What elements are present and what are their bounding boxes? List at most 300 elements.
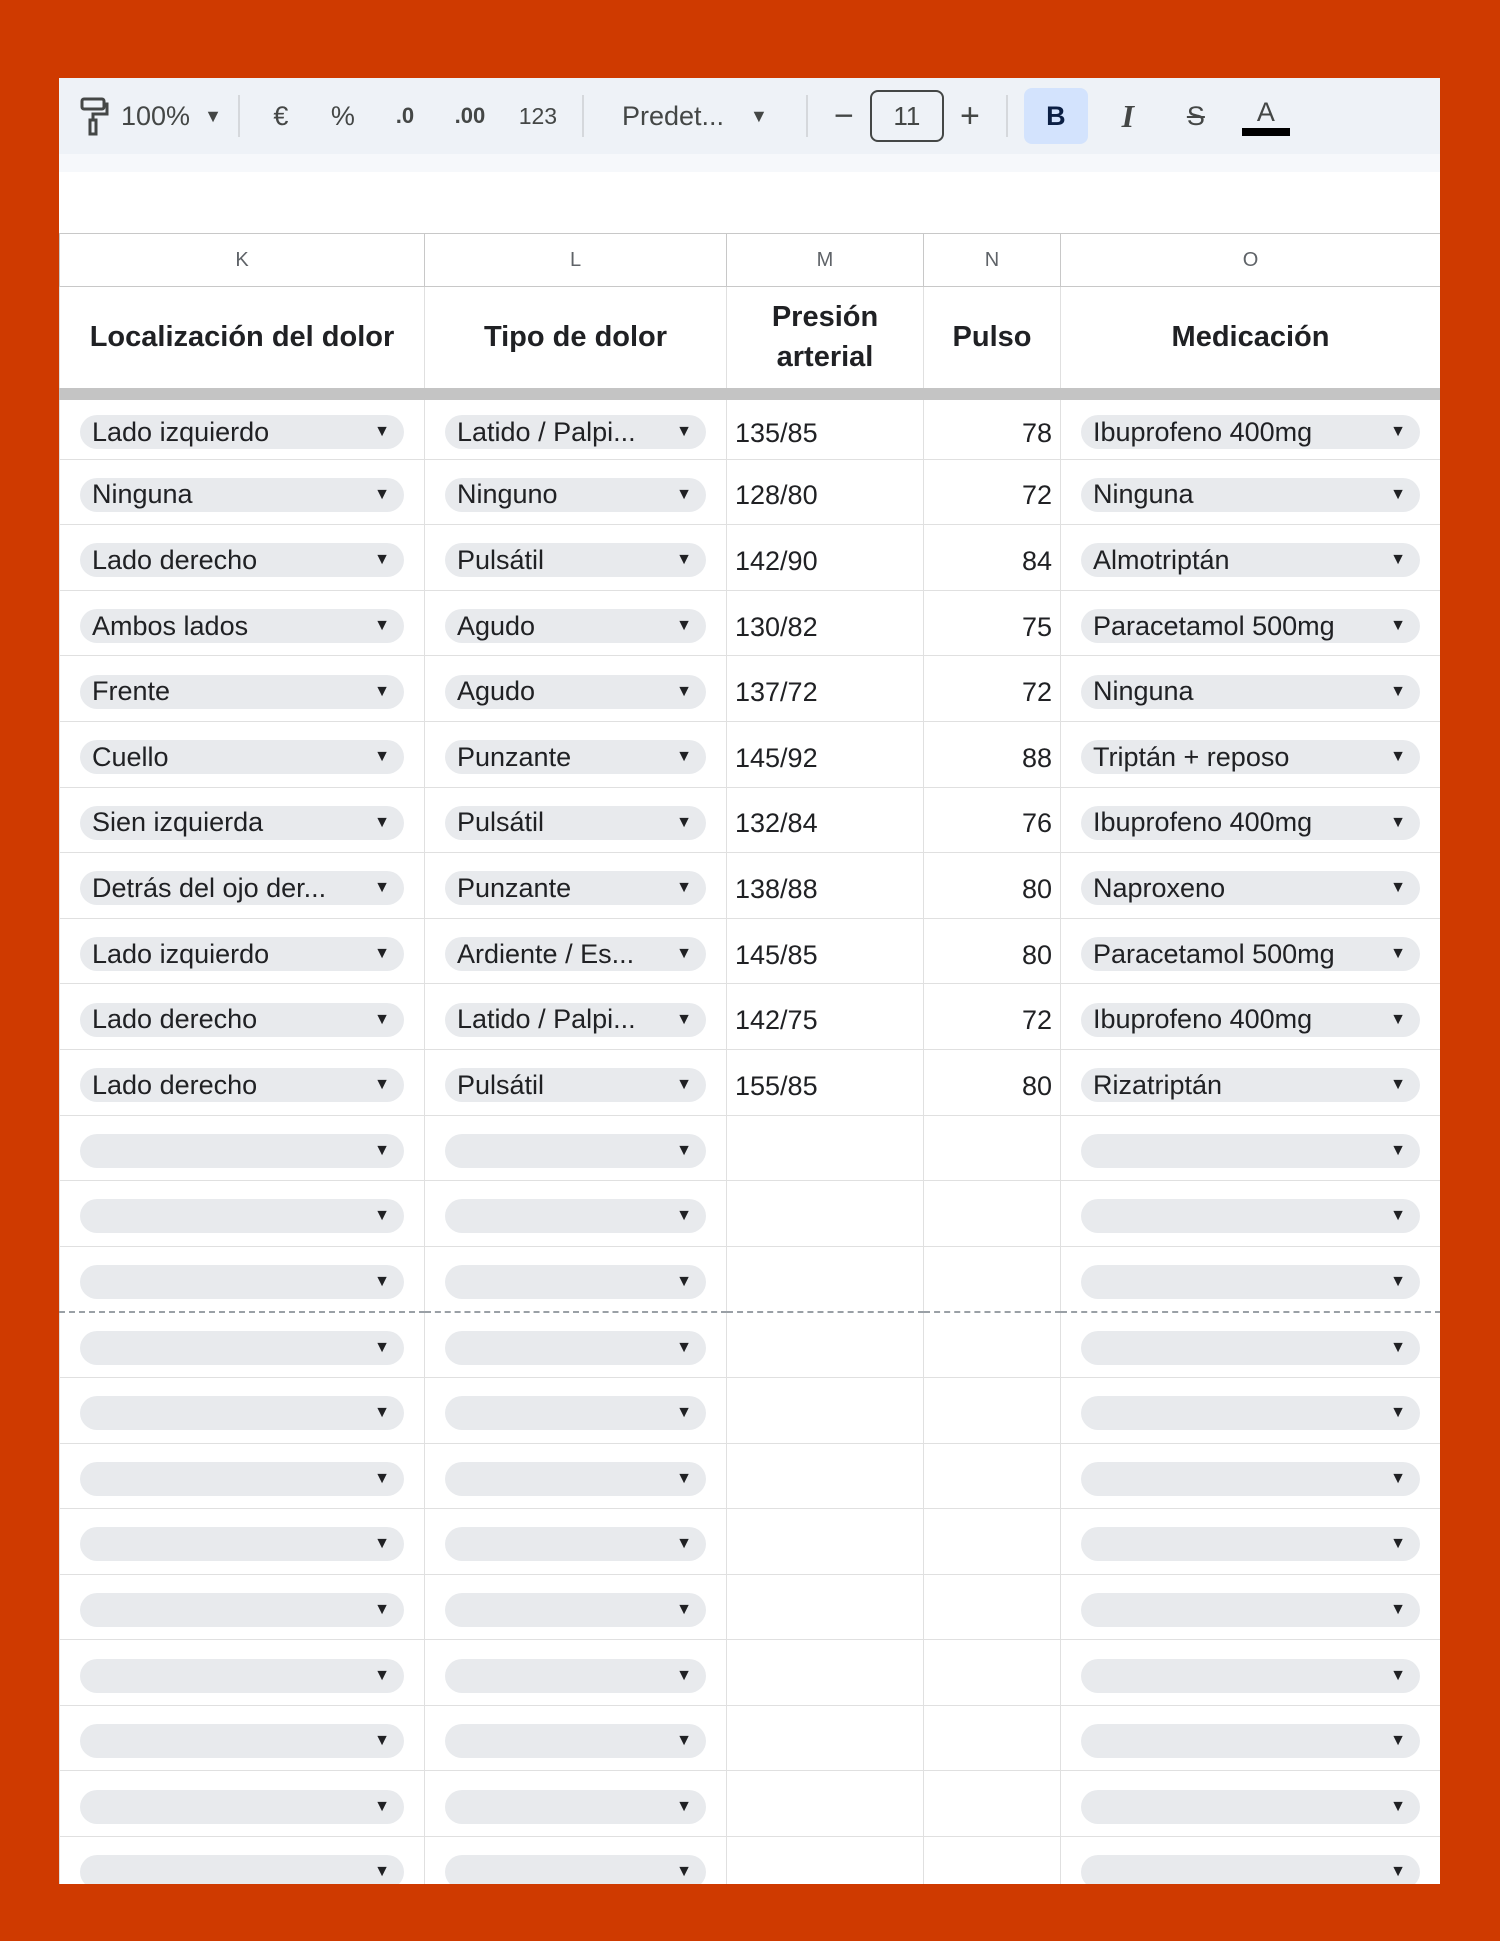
cell-pulse[interactable] [924, 1705, 1061, 1771]
cell-medication[interactable] [1061, 1837, 1441, 1884]
dropdown-value: Ninguna [92, 479, 193, 510]
dropdown-chip[interactable] [445, 1003, 706, 1037]
cell-pain-type[interactable] [425, 787, 727, 853]
dropdown-arrow-icon: ▼ [1390, 945, 1406, 963]
cell-location[interactable] [60, 459, 425, 525]
cell-location[interactable] [60, 1640, 425, 1706]
bold-button[interactable]: B [1024, 88, 1088, 144]
dropdown-arrow-icon: ▼ [1390, 1207, 1406, 1225]
cell-location[interactable] [60, 1312, 425, 1378]
dropdown-chip[interactable] [1081, 806, 1420, 840]
dropdown-chip[interactable] [445, 1659, 706, 1693]
cell-location[interactable] [60, 984, 425, 1050]
column-header-k[interactable]: K [60, 234, 425, 287]
cell-medication[interactable] [1061, 1115, 1441, 1181]
cell-medication[interactable] [1061, 787, 1441, 853]
dropdown-chip[interactable] [1081, 1265, 1420, 1299]
cell-pulse[interactable] [924, 1246, 1061, 1312]
dropdown-chip[interactable] [445, 1199, 706, 1233]
dropdown-chip[interactable] [1081, 675, 1420, 709]
dropdown-value: Ardiente / Es... [457, 938, 635, 969]
dropdown-chip[interactable] [445, 1331, 706, 1365]
cell-pulse[interactable] [924, 1312, 1061, 1378]
cell-pulse[interactable] [924, 1837, 1061, 1884]
cell-location[interactable] [60, 1837, 425, 1884]
cell-medication[interactable] [1061, 1312, 1441, 1378]
cell-blood-pressure[interactable] [727, 1246, 924, 1312]
table-row [60, 918, 1441, 984]
cell-blood-pressure[interactable]: 135/85 [727, 394, 924, 460]
dropdown-arrow-icon: ▼ [676, 813, 692, 831]
cell-location[interactable] [60, 853, 425, 919]
cell-pain-type[interactable] [425, 984, 727, 1050]
dropdown-chip[interactable] [1081, 1396, 1420, 1430]
table-row [60, 1771, 1441, 1837]
dropdown-arrow-icon: ▼ [374, 551, 390, 569]
dropdown-chip[interactable] [80, 1068, 404, 1102]
cell-medication[interactable] [1061, 590, 1441, 656]
cell-blood-pressure[interactable] [727, 1574, 924, 1640]
dropdown-arrow-icon: ▼ [1390, 1469, 1406, 1487]
font-select[interactable] [600, 88, 790, 144]
dropdown-chip[interactable] [80, 675, 404, 709]
cell-location[interactable] [60, 1049, 425, 1115]
dropdown-chip[interactable] [80, 1199, 404, 1233]
italic-button[interactable]: I [1121, 97, 1135, 134]
dropdown-chip[interactable] [1081, 609, 1420, 643]
dropdown-arrow-icon: ▼ [374, 879, 390, 897]
currency-button[interactable]: € [273, 100, 289, 131]
cell-location[interactable] [60, 1377, 425, 1443]
cell-medication[interactable] [1061, 1049, 1441, 1115]
dropdown-chip[interactable] [1081, 740, 1420, 774]
header-cell[interactable]: Localización del dolor [60, 287, 425, 394]
dropdown-arrow-icon: ▼ [676, 423, 692, 441]
dropdown-chip[interactable] [1081, 1855, 1420, 1884]
cell-pain-type[interactable] [425, 1181, 727, 1247]
cell-location[interactable] [60, 394, 425, 460]
dropdown-arrow-icon: ▼ [374, 423, 390, 441]
cell-location[interactable] [60, 1771, 425, 1837]
font-size-input[interactable]: 11 [870, 90, 944, 142]
cell-blood-pressure[interactable] [727, 1771, 924, 1837]
dropdown-chip[interactable] [80, 1134, 404, 1168]
dropdown-value: Pulsátil [457, 807, 545, 838]
cell-location[interactable] [60, 1246, 425, 1312]
cell-medication[interactable] [1061, 525, 1441, 591]
dropdown-arrow-icon: ▼ [676, 1666, 692, 1684]
cell-location[interactable] [60, 590, 425, 656]
cell-pain-type[interactable] [425, 656, 727, 722]
percent-button[interactable]: % [330, 100, 355, 131]
dropdown-value: Paracetamol 500mg [1093, 938, 1335, 969]
dropdown-arrow-icon: ▼ [1390, 551, 1406, 569]
dropdown-arrow-icon: ▼ [1390, 879, 1406, 897]
dropdown-chip[interactable] [445, 1134, 706, 1168]
dropdown-chip[interactable] [80, 1855, 404, 1884]
dropdown-value: Almotriptán [1093, 544, 1230, 575]
table-row [60, 1312, 1441, 1378]
dropdown-value: Pulsátil [457, 544, 545, 575]
paint-format-icon[interactable] [79, 88, 109, 144]
dropdown-value: Agudo [457, 610, 536, 641]
cell-medication[interactable] [1061, 656, 1441, 722]
cell-pulse[interactable]: 72 [924, 656, 1061, 722]
table-row [60, 394, 1441, 460]
cell-medication[interactable] [1061, 1377, 1441, 1443]
divider [1006, 95, 1008, 137]
dropdown-arrow-icon: ▼ [1390, 617, 1406, 635]
dropdown-value: Paracetamol 500mg [1093, 610, 1335, 641]
dropdown-chip[interactable] [80, 740, 404, 774]
cell-medication[interactable] [1061, 1574, 1441, 1640]
cell-blood-pressure[interactable]: 142/90 [727, 525, 924, 591]
dropdown-arrow-icon: ▼ [676, 1404, 692, 1422]
cell-location[interactable] [60, 787, 425, 853]
font-size-increase-button[interactable]: + [959, 96, 980, 135]
text-color-swatch [1242, 128, 1290, 136]
dropdown-arrow-icon: ▼ [1390, 1666, 1406, 1684]
dropdown-chip[interactable] [80, 1724, 404, 1758]
dropdown-arrow-icon: ▼ [374, 813, 390, 831]
cell-location[interactable] [60, 1705, 425, 1771]
dropdown-chip[interactable] [445, 1068, 706, 1102]
table-row [60, 721, 1441, 787]
dropdown-arrow-icon: ▼ [1390, 423, 1406, 441]
dropdown-arrow-icon: ▼ [676, 1338, 692, 1356]
cell-medication[interactable] [1061, 1443, 1441, 1509]
dropdown-chip[interactable] [445, 543, 706, 577]
dropdown-arrow-icon: ▼ [676, 682, 692, 700]
dropdown-arrow-icon: ▼ [676, 1272, 692, 1290]
cell-pulse[interactable] [924, 1771, 1061, 1837]
dropdown-chip[interactable] [445, 937, 706, 971]
table-row [60, 459, 1441, 525]
dropdown-chip[interactable] [445, 806, 706, 840]
cell-blood-pressure[interactable] [727, 1312, 924, 1378]
dropdown-arrow-icon: ▼ [1390, 1535, 1406, 1553]
dropdown-arrow-icon: ▼ [1390, 1076, 1406, 1094]
dropdown-value: Lado izquierdo [92, 938, 270, 969]
dropdown-chip[interactable] [1081, 1134, 1420, 1168]
text-color-letter: A [1256, 96, 1275, 127]
cell-pulse[interactable] [924, 1443, 1061, 1509]
dropdown-chip[interactable] [445, 1724, 706, 1758]
dropdown-chip[interactable] [445, 1265, 706, 1299]
dropdown-chip[interactable] [445, 1855, 706, 1884]
cell-medication[interactable] [1061, 394, 1441, 460]
dropdown-arrow-icon: ▼ [374, 1863, 390, 1881]
dropdown-arrow-icon: ▼ [374, 1207, 390, 1225]
dropdown-chip[interactable] [1081, 1003, 1420, 1037]
dropdown-chip[interactable] [445, 1593, 706, 1627]
dropdown-chip[interactable] [1081, 1462, 1420, 1496]
cell-location[interactable] [60, 1115, 425, 1181]
dropdown-value: Ambos lados [92, 610, 249, 641]
dropdown-arrow-icon: ▼ [374, 1141, 390, 1159]
decrease-decimal-button[interactable]: .0 [395, 103, 415, 128]
dropdown-arrow-icon: ▼ [374, 945, 390, 963]
dropdown-chip[interactable] [1081, 1331, 1420, 1365]
cell-pulse[interactable]: 84 [924, 525, 1061, 591]
dropdown-arrow-icon: ▼ [676, 945, 692, 963]
cell-pulse[interactable]: 75 [924, 590, 1061, 656]
table-row [60, 1377, 1441, 1443]
zoom-value: 100% [121, 100, 191, 131]
cell-pulse[interactable]: 76 [924, 787, 1061, 853]
dropdown-chip[interactable] [80, 1462, 404, 1496]
cell-pulse[interactable] [924, 1377, 1061, 1443]
dropdown-arrow-icon: ▼ [676, 1141, 692, 1159]
cell-blood-pressure[interactable]: 132/84 [727, 787, 924, 853]
cell-medication[interactable] [1061, 721, 1441, 787]
dropdown-arrow-icon: ▼ [374, 1535, 390, 1553]
column-header-m[interactable]: M [727, 234, 924, 287]
cell-location[interactable] [60, 1574, 425, 1640]
dropdown-chip[interactable] [1081, 1659, 1420, 1693]
table-row [60, 1574, 1441, 1640]
dropdown-value: Punzante [457, 741, 572, 772]
dropdown-chip[interactable] [80, 478, 404, 512]
divider [582, 95, 584, 137]
dropdown-chip[interactable] [80, 806, 404, 840]
dropdown-chip[interactable] [80, 543, 404, 577]
cell-pain-type[interactable] [425, 1312, 727, 1378]
dropdown-chip[interactable] [80, 1790, 404, 1824]
dropdown-chip[interactable] [445, 1790, 706, 1824]
cell-medication[interactable] [1061, 1705, 1441, 1771]
dropdown-chip[interactable] [80, 415, 404, 449]
dropdown-chip[interactable] [445, 675, 706, 709]
cell-pulse[interactable]: 78 [924, 394, 1061, 460]
cell-pain-type[interactable] [425, 1771, 727, 1837]
dropdown-chip[interactable] [1081, 871, 1420, 905]
cell-blood-pressure[interactable]: 145/85 [727, 918, 924, 984]
cell-blood-pressure[interactable] [727, 1705, 924, 1771]
divider [806, 95, 808, 137]
number-format-button[interactable]: 123 [518, 102, 558, 129]
dropdown-arrow-icon: ▼ [676, 879, 692, 897]
cell-pulse[interactable] [924, 1509, 1061, 1575]
dropdown-arrow-icon: ▼ [676, 1076, 692, 1094]
cell-blood-pressure[interactable]: 142/75 [727, 984, 924, 1050]
dropdown-chip[interactable] [1081, 1527, 1420, 1561]
dropdown-value: Frente [92, 676, 171, 707]
cell-location[interactable] [60, 1443, 425, 1509]
header-cell[interactable]: Pulso [924, 287, 1061, 394]
dropdown-chip[interactable] [80, 1527, 404, 1561]
cell-pain-type[interactable] [425, 459, 727, 525]
dropdown-chip[interactable] [1081, 478, 1420, 512]
dropdown-chip[interactable] [445, 871, 706, 905]
cell-medication[interactable] [1061, 1509, 1441, 1575]
dropdown-value: Lado derecho [92, 1004, 258, 1035]
dropdown-chip[interactable] [80, 937, 404, 971]
dropdown-arrow-icon: ▼ [676, 1010, 692, 1028]
column-header-n[interactable]: N [924, 234, 1061, 287]
cell-medication[interactable] [1061, 853, 1441, 919]
dropdown-chip[interactable] [445, 740, 706, 774]
spreadsheet-window [59, 78, 1440, 1884]
cell-pulse[interactable]: 88 [924, 721, 1061, 787]
dropdown-arrow-icon: ▼ [1390, 1010, 1406, 1028]
cell-pain-type[interactable] [425, 1705, 727, 1771]
cell-location[interactable] [60, 1181, 425, 1247]
cell-blood-pressure[interactable]: 130/82 [727, 590, 924, 656]
zoom-select[interactable] [121, 88, 222, 144]
dropdown-chip[interactable] [80, 1396, 404, 1430]
cell-location[interactable] [60, 525, 425, 591]
cell-pain-type[interactable] [425, 1509, 727, 1575]
cell-pulse[interactable] [924, 1640, 1061, 1706]
cell-pulse[interactable] [924, 1574, 1061, 1640]
header-cell[interactable]: Medicación [1061, 287, 1441, 394]
dropdown-arrow-icon: ▼ [374, 682, 390, 700]
dropdown-chip[interactable] [445, 1527, 706, 1561]
cell-pain-type[interactable] [425, 1246, 727, 1312]
table-row [60, 1049, 1441, 1115]
cell-pain-type[interactable] [425, 853, 727, 919]
dropdown-arrow-icon: ▼ [676, 748, 692, 766]
cell-blood-pressure[interactable] [727, 1640, 924, 1706]
strikethrough-button[interactable]: S [1186, 100, 1205, 131]
dropdown-chip[interactable] [1081, 1790, 1420, 1824]
cell-pulse[interactable]: 72 [924, 459, 1061, 525]
chevron-down-icon: ▼ [204, 105, 222, 126]
cell-location[interactable] [60, 721, 425, 787]
cell-medication[interactable] [1061, 918, 1441, 984]
cell-pain-type[interactable] [425, 918, 727, 984]
header-cell[interactable]: Presión arterial [727, 287, 924, 394]
cell-pain-type[interactable] [425, 1443, 727, 1509]
cell-blood-pressure[interactable] [727, 1509, 924, 1575]
dropdown-arrow-icon: ▼ [374, 1404, 390, 1422]
cell-blood-pressure[interactable]: 128/80 [727, 459, 924, 525]
cell-medication[interactable] [1061, 1181, 1441, 1247]
cell-blood-pressure[interactable]: 137/72 [727, 656, 924, 722]
dropdown-chip[interactable] [80, 1659, 404, 1693]
cell-blood-pressure[interactable] [727, 1181, 924, 1247]
cell-pain-type[interactable] [425, 1574, 727, 1640]
cell-pain-type[interactable] [425, 1049, 727, 1115]
table-row [60, 525, 1441, 591]
text-color-button[interactable] [1236, 88, 1296, 144]
cell-pain-type[interactable] [425, 1115, 727, 1181]
cell-pain-type[interactable] [425, 1837, 727, 1884]
cell-medication[interactable] [1061, 1640, 1441, 1706]
chevron-down-icon: ▼ [750, 105, 768, 126]
dropdown-chip[interactable] [1081, 1593, 1420, 1627]
dropdown-arrow-icon: ▼ [1390, 1732, 1406, 1750]
cell-location[interactable] [60, 1509, 425, 1575]
cell-blood-pressure[interactable] [727, 1115, 924, 1181]
dropdown-arrow-icon: ▼ [676, 1535, 692, 1553]
cell-blood-pressure[interactable] [727, 1443, 924, 1509]
increase-decimal-button[interactable]: .00 [454, 103, 486, 128]
cell-pain-type[interactable] [425, 721, 727, 787]
table-row [60, 1705, 1441, 1771]
dropdown-chip[interactable] [1081, 937, 1420, 971]
cell-location[interactable] [60, 918, 425, 984]
cell-blood-pressure[interactable] [727, 1377, 924, 1443]
dropdown-chip[interactable] [80, 1593, 404, 1627]
dropdown-value: Latido / Palpi... [457, 1004, 636, 1035]
cell-pulse[interactable]: 72 [924, 984, 1061, 1050]
cell-pulse[interactable]: 80 [924, 918, 1061, 984]
cell-blood-pressure[interactable] [727, 1837, 924, 1884]
dropdown-arrow-icon: ▼ [1390, 1272, 1406, 1290]
dropdown-chip[interactable] [1081, 1199, 1420, 1233]
dropdown-value: Latido / Palpi... [457, 416, 636, 447]
dropdown-chip[interactable] [445, 1462, 706, 1496]
column-header-l[interactable]: L [425, 234, 727, 287]
dropdown-value: Ibuprofeno 400mg [1093, 1004, 1313, 1035]
dropdown-chip[interactable] [80, 1265, 404, 1299]
dropdown-arrow-icon: ▼ [676, 1797, 692, 1815]
dropdown-chip[interactable] [80, 1003, 404, 1037]
cell-blood-pressure[interactable]: 145/92 [727, 721, 924, 787]
formula-bar-area [59, 154, 1440, 172]
header-cell[interactable]: Tipo de dolor [425, 287, 727, 394]
dropdown-chip[interactable] [1081, 1724, 1420, 1758]
cell-pulse[interactable] [924, 1181, 1061, 1247]
cell-medication[interactable] [1061, 459, 1441, 525]
cell-blood-pressure[interactable]: 138/88 [727, 853, 924, 919]
dropdown-chip[interactable] [445, 1396, 706, 1430]
dropdown-chip[interactable] [1081, 1068, 1420, 1102]
dropdown-chip[interactable] [80, 871, 404, 905]
cell-medication[interactable] [1061, 1771, 1441, 1837]
cell-pain-type[interactable] [425, 1640, 727, 1706]
dropdown-arrow-icon: ▼ [374, 1666, 390, 1684]
dropdown-chip[interactable] [80, 609, 404, 643]
dropdown-arrow-icon: ▼ [676, 485, 692, 503]
table-row [60, 1246, 1441, 1312]
cell-medication[interactable] [1061, 1246, 1441, 1312]
cell-pulse[interactable] [924, 1115, 1061, 1181]
dropdown-arrow-icon: ▼ [374, 1732, 390, 1750]
dropdown-arrow-icon: ▼ [676, 617, 692, 635]
dropdown-chip[interactable] [445, 478, 706, 512]
cell-pulse[interactable]: 80 [924, 853, 1061, 919]
dropdown-arrow-icon: ▼ [676, 1863, 692, 1881]
cell-pain-type[interactable] [425, 525, 727, 591]
cell-location[interactable] [60, 656, 425, 722]
cell-pulse[interactable]: 80 [924, 1049, 1061, 1115]
cell-blood-pressure[interactable]: 155/85 [727, 1049, 924, 1115]
dropdown-chip[interactable] [80, 1331, 404, 1365]
dropdown-chip[interactable] [1081, 543, 1420, 577]
dropdown-value: Lado derecho [92, 1069, 258, 1100]
cell-pain-type[interactable] [425, 1377, 727, 1443]
column-header-o[interactable]: O [1061, 234, 1441, 287]
dropdown-arrow-icon: ▼ [1390, 1600, 1406, 1618]
font-size-decrease-button[interactable]: − [833, 96, 854, 135]
dropdown-value: Rizatriptán [1093, 1069, 1223, 1100]
cell-pain-type[interactable] [425, 394, 727, 460]
dropdown-chip[interactable] [1081, 415, 1420, 449]
cell-pain-type[interactable] [425, 590, 727, 656]
table-row [60, 590, 1441, 656]
table-row [60, 1509, 1441, 1575]
column-header-row [60, 234, 1441, 287]
cell-medication[interactable] [1061, 984, 1441, 1050]
dropdown-arrow-icon: ▼ [1390, 1141, 1406, 1159]
dropdown-chip[interactable] [445, 415, 706, 449]
dropdown-chip[interactable] [445, 609, 706, 643]
table-row [60, 656, 1441, 722]
dropdown-arrow-icon: ▼ [676, 1600, 692, 1618]
